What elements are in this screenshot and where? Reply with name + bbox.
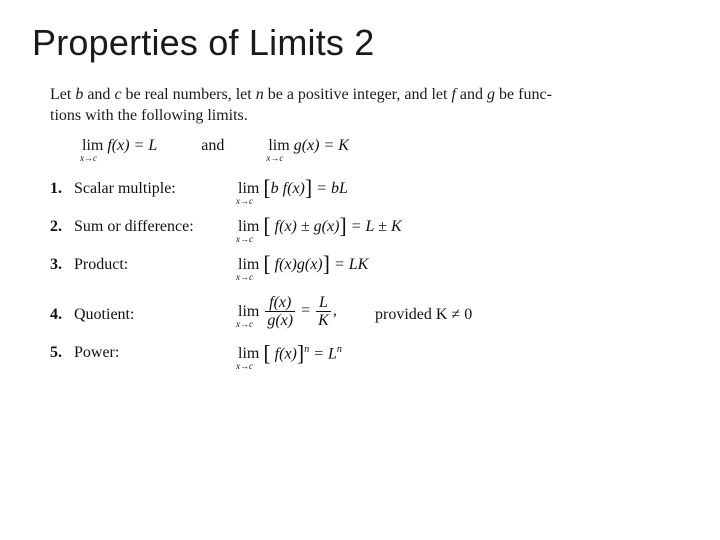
intro-text-5: and — [455, 86, 488, 103]
property-formula: lim x→c [ f(x)g(x)] = LK — [236, 251, 369, 282]
property-formula: lim x→c [ f(x) ± g(x)] = L ± K — [236, 213, 402, 244]
property-sum-difference — [50, 213, 690, 248]
quotient-fraction: $\frac{f(x)}{g(x)}$ — [267, 294, 294, 329]
intro-text-2: and — [83, 86, 115, 103]
given-g-limit: g(x) = K — [293, 137, 349, 154]
limit-operator: lim x→c — [236, 256, 260, 282]
var-g: g — [487, 86, 496, 103]
intro-text-3: be real numbers, let — [121, 86, 256, 103]
property-scalar-multiple — [50, 175, 690, 210]
var-b: b — [75, 86, 84, 103]
limit-operator: lim x→c — [236, 345, 260, 372]
intro-line-2: tions with the following limits. — [50, 107, 248, 124]
property-number: 2. — [50, 218, 62, 235]
property-number: 3. — [50, 256, 62, 273]
quotient-condition: provided K ≠ 0 — [375, 306, 473, 323]
given-f-limit: f(x) = L — [107, 137, 158, 154]
property-formula: lim x→c $\frac{f(x)}{g(x)}$ = $\frac{L}{K}$ , — [236, 294, 337, 329]
intro-text-4: be a positive integer, and let — [263, 86, 452, 103]
property-label: Sum or difference: — [74, 218, 194, 235]
property-number: 1. — [50, 180, 62, 197]
var-f: f — [451, 86, 456, 103]
property-label: Quotient: — [74, 306, 135, 323]
slide-title: Properties of Limits 2 — [32, 22, 375, 63]
property-number: 4. — [50, 306, 62, 323]
given-and: and — [201, 137, 225, 154]
intro-paragraph — [50, 84, 650, 126]
var-n: n — [255, 86, 264, 103]
limit-operator: lim x→c — [236, 218, 260, 244]
result-fraction: $\frac{L}{K}$ — [318, 294, 329, 329]
limit-operator: lim x→c — [266, 137, 290, 163]
property-label: Product: — [74, 256, 129, 273]
limit-operator: lim x→c — [236, 302, 260, 329]
limit-operator: lim x→c — [80, 137, 104, 163]
var-c: c — [114, 86, 122, 103]
property-label: Power: — [74, 344, 120, 361]
property-quotient — [50, 294, 690, 336]
property-formula: lim x→c [b f(x)] = bL — [236, 175, 348, 206]
intro-text-1: Let — [50, 86, 76, 103]
intro-text-6: be func- — [495, 86, 552, 103]
property-formula: lim x→c [ f(x)]$^n$ = L$^n$ — [236, 340, 342, 372]
property-power — [50, 340, 690, 374]
limit-operator: lim x→c — [236, 180, 260, 206]
given-limits — [80, 137, 349, 163]
property-label: Scalar multiple: — [74, 180, 176, 197]
property-product — [50, 251, 690, 286]
property-number: 5. — [50, 344, 62, 361]
